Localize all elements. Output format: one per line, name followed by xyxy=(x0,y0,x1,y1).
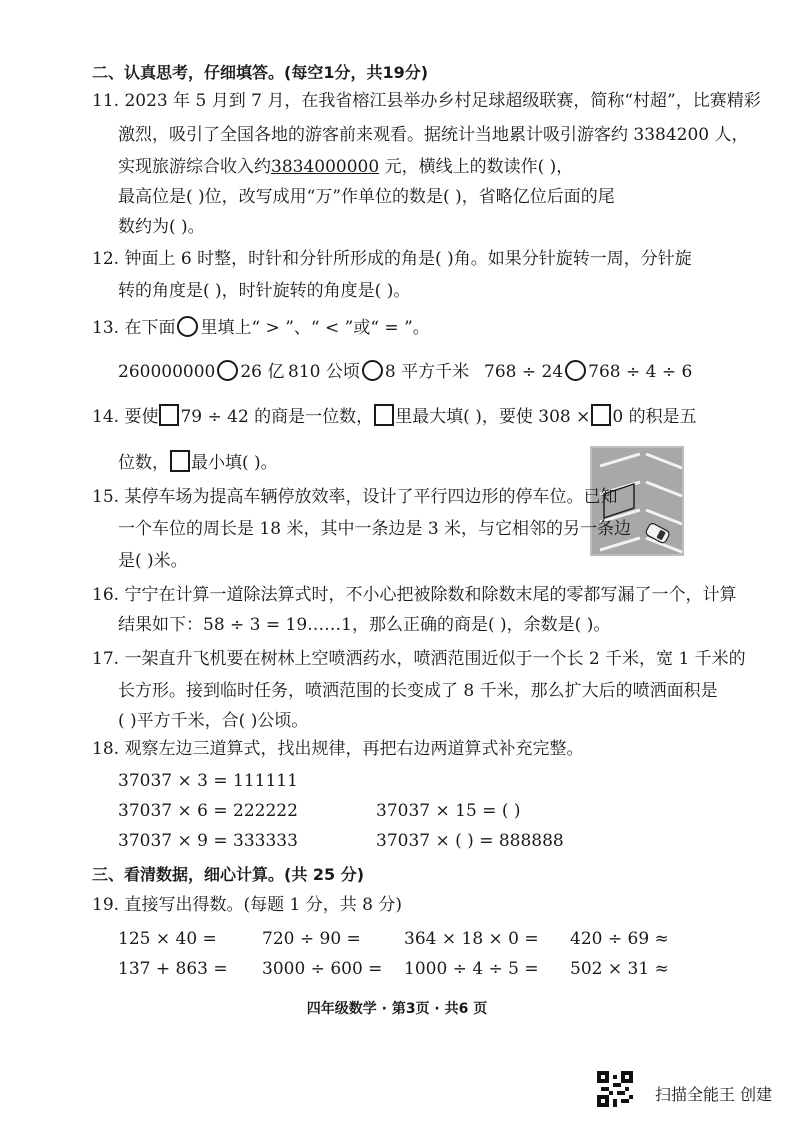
q15-line2: 一个车位的周长是 18 米，其中一条边是 3 米，与它相邻的另一条边 xyxy=(118,519,632,539)
q13-item-2-right: 8 平方千米 xyxy=(384,362,470,382)
q18-left-3: 37037 × 9 = 333333 xyxy=(118,831,298,851)
q11-number: 3834000000 xyxy=(271,157,380,177)
q16-line2: 结果如下：58 ÷ 3 = 19……1，那么正确的商是( )，余数是( )。 xyxy=(118,615,611,635)
q19-r1-c1: 125 × 40 = xyxy=(118,929,217,949)
blank-box-2[interactable] xyxy=(591,404,611,426)
q12-line1: 12. 钟面上 6 时整，时针和分针所形成的角是( )角。如果分针旋转一周，分针旋 xyxy=(92,249,692,269)
q15-line3: 是( )米。 xyxy=(118,551,188,571)
compare-circle-1[interactable] xyxy=(217,360,238,381)
q19-r1-c3: 364 × 18 × 0 = xyxy=(404,929,539,949)
q11-line4: 最高位是( )位，改写成用“万”作单位的数是( )，省略亿位后面的尾 xyxy=(118,187,615,207)
q18-left-1: 37037 × 3 = 111111 xyxy=(118,771,298,791)
q13-item-3 xyxy=(484,360,692,383)
q13-item-2-left: 810 公顷 xyxy=(288,362,360,382)
blank-box-1[interactable] xyxy=(159,404,179,426)
q14-b: 79 ÷ 42 的商是一位数， xyxy=(180,407,374,427)
q17-line2: 长方形。接到临时任务，喷洒范围的长变成了 8 千米，那么扩大后的喷洒面积是 xyxy=(118,681,718,701)
section-2-title: 二、认真思考，仔细填答。 xyxy=(92,63,285,82)
q13-item-3-left: 768 ÷ 24 xyxy=(484,362,564,382)
section-3-heading xyxy=(92,864,364,886)
q19-r2-c1: 137 + 863 = xyxy=(118,959,228,979)
circle-blank-icon xyxy=(177,316,198,337)
q11-line3-b: 元，横线上的数读作( )， xyxy=(379,157,574,177)
box-icon-2 xyxy=(170,450,190,472)
q19-title: 19. 直接写出得数。(每题 1 分，共 8 分) xyxy=(92,895,402,915)
q13-item-2 xyxy=(288,360,469,383)
q19-r2-c2: 3000 ÷ 600 = xyxy=(262,959,383,979)
q11-line3-a: 实现旅游综合收入约 xyxy=(118,157,271,177)
section-2-heading xyxy=(92,62,428,84)
q13-prompt xyxy=(92,316,430,339)
section-3-note: (共 25 分) xyxy=(284,865,365,884)
q13-item-1-left: 260000000 xyxy=(118,362,216,382)
page-footer: 四年级数学 · 第3页 · 共6 页 xyxy=(306,1001,488,1017)
q13-item-1-right: 26 亿 xyxy=(240,362,285,382)
q17-line3: ( )平方千米，合( )公顷。 xyxy=(118,711,309,731)
q11-line1: 11. 2023 年 5 月到 7 月，在我省榕江县举办乡村足球超级联赛，简称“村超”，比赛精彩 xyxy=(92,91,761,111)
q18-title: 18. 观察左边三道算式，找出规律，再把右边两道算式补充完整。 xyxy=(92,739,584,759)
q14-a: 14. 要使 xyxy=(92,407,159,427)
q11-line2: 激烈，吸引了全国各地的游客前来观看。据统计当地累计吸引游客约 3384200 人， xyxy=(118,125,749,145)
q18-left-2: 37037 × 6 = 222222 xyxy=(118,801,298,821)
scanner-watermark: 扫描全能王 创建 xyxy=(655,1085,773,1104)
q19-r2-c3: 1000 ÷ 4 ÷ 5 = xyxy=(404,959,539,979)
q13-item-3-right: 768 ÷ 4 ÷ 6 xyxy=(588,362,693,382)
q16-line1: 16. 宁宁在计算一道除法算式时，不小心把被除数和除数末尾的零都写漏了一个，计算 xyxy=(92,585,737,605)
section-3-title: 三、看清数据，细心计算。 xyxy=(92,865,285,884)
q17-line1: 17. 一架直升飞机要在树林上空喷洒药水，喷洒范围近似于一个长 2 千米，宽 1 千米的 xyxy=(92,649,746,669)
section-2-note: (每空1分，共19分) xyxy=(284,63,429,82)
q19-r1-c4: 420 ÷ 69 ≈ xyxy=(570,929,669,949)
q13-item-1 xyxy=(118,360,284,383)
q14-line2 xyxy=(118,450,278,474)
q18-right-2: 37037 × ( ) = 888888 xyxy=(376,831,564,851)
q19-r1-c2: 720 ÷ 90 = xyxy=(262,929,361,949)
q14-d: 0 的积是五 xyxy=(612,407,697,427)
box-icon xyxy=(374,404,394,426)
q12-line2: 转的角度是( )，时针旋转的角度是( )。 xyxy=(118,281,411,301)
compare-circle-2[interactable] xyxy=(362,360,383,381)
q14-e: 位数， xyxy=(118,453,169,473)
compare-circle-3[interactable] xyxy=(565,360,586,381)
q18-right-1: 37037 × 15 = ( ) xyxy=(376,801,521,821)
q14-c: 里最大填( )，要使 308 × xyxy=(395,407,591,427)
q13-prompt-a: 13. 在下面 xyxy=(92,318,176,338)
q19-r2-c4: 502 × 31 ≈ xyxy=(570,959,669,979)
q14-line1 xyxy=(92,404,697,428)
q11-line3 xyxy=(118,156,573,178)
q11-line5: 数约为( )。 xyxy=(118,217,205,237)
q14-f: 最小填( )。 xyxy=(191,453,278,473)
qr-code-icon xyxy=(597,1071,633,1107)
q13-prompt-b: 里填上“ > ”、“ < ”或“ = ”。 xyxy=(200,318,430,338)
q15-line1: 15. 某停车场为提高车辆停放效率，设计了平行四边形的停车位。已知 xyxy=(92,487,618,507)
